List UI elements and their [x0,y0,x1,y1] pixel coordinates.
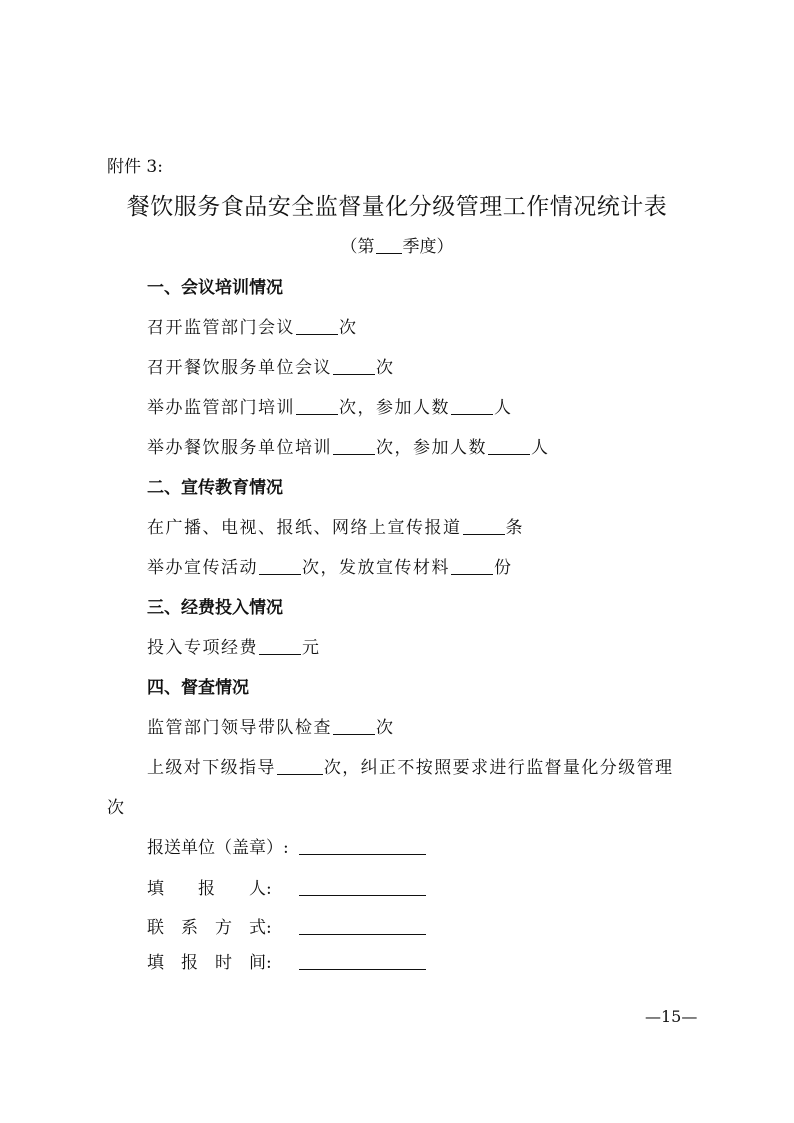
blank-media-count[interactable] [463,518,505,535]
line-activity [147,553,513,578]
blank-train-unit-people[interactable] [488,438,530,455]
signature-filler-label: 填 报 人: [147,879,272,899]
line-train-unit [147,433,550,458]
blank-meeting-dept-count[interactable] [296,318,338,335]
signature-contact-field[interactable] [299,918,426,935]
line-text: 在广播、电视、报纸、网络上宣传报道 [147,518,462,538]
quarter-line [0,232,794,257]
blank-train-dept-people[interactable] [451,398,493,415]
line-unit: 次 [376,358,395,378]
signature-filler-row [147,874,426,899]
blank-train-unit-count[interactable] [333,438,375,455]
page-number: —15— [645,1007,698,1026]
line-unit: 份 [494,558,513,578]
section-heading-publicity: 二、宣传教育情况 [147,478,283,498]
signature-time-label: 填 报 时 间: [147,953,272,973]
line-guidance-continued: 次 [107,798,126,818]
quarter-blank[interactable] [376,237,402,254]
line-text: 召开餐饮服务单位会议 [147,358,332,378]
line-guidance [147,753,673,778]
attachment-label: 附件 3: [107,157,163,177]
line-unit: 元 [302,638,321,658]
blank-guidance-count[interactable] [277,758,323,775]
signature-time-row [147,948,426,973]
line-unit: 条 [505,518,524,538]
line-text: 次，发放宣传材料 [302,558,450,578]
blank-material-count[interactable] [451,558,493,575]
line-unit: 次 [339,318,358,338]
signature-filler-field[interactable] [299,879,426,896]
signature-time-field[interactable] [299,953,426,970]
line-text: 次，参加人数 [339,398,450,418]
line-text: 次，纠正不按照要求进行监督量化分级管理 [323,758,674,778]
line-unit: 次 [376,718,395,738]
quarter-open: （第 [340,237,375,257]
line-text: 投入专项经费 [147,638,258,658]
signature-contact-label: 联 系 方 式: [147,918,272,938]
line-funding [147,633,321,658]
line-text: 上级对下级指导 [147,758,276,778]
signature-contact-row [147,913,426,938]
line-unit: 人 [494,398,513,418]
line-text: 举办监管部门培训 [147,398,295,418]
section-heading-meetings: 一、会议培训情况 [147,278,283,298]
signature-unit-label: 报送单位（盖章）: [147,838,289,858]
line-text: 举办宣传活动 [147,558,258,578]
line-text: 召开监管部门会议 [147,318,295,338]
blank-inspection-count[interactable] [333,718,375,735]
blank-activity-count[interactable] [259,558,301,575]
signature-unit-row [147,833,426,858]
line-text: 监管部门领导带队检查 [147,718,332,738]
blank-train-dept-count[interactable] [296,398,338,415]
section-heading-inspection: 四、督查情况 [147,678,249,698]
form-title: 餐饮服务食品安全监督量化分级管理工作情况统计表 [126,194,668,220]
line-text: 举办餐饮服务单位培训 [147,438,332,458]
line-text: 次，参加人数 [376,438,487,458]
line-inspection [147,713,395,738]
quarter-close: 季度） [402,237,454,257]
line-meeting-unit [147,353,395,378]
line-meeting-dept [147,313,358,338]
blank-meeting-unit-count[interactable] [333,358,375,375]
blank-funding-amount[interactable] [259,638,301,655]
line-media [147,513,524,538]
signature-unit-field[interactable] [299,838,426,855]
section-heading-funding: 三、经费投入情况 [147,598,283,618]
line-train-dept [147,393,513,418]
line-unit: 人 [531,438,550,458]
